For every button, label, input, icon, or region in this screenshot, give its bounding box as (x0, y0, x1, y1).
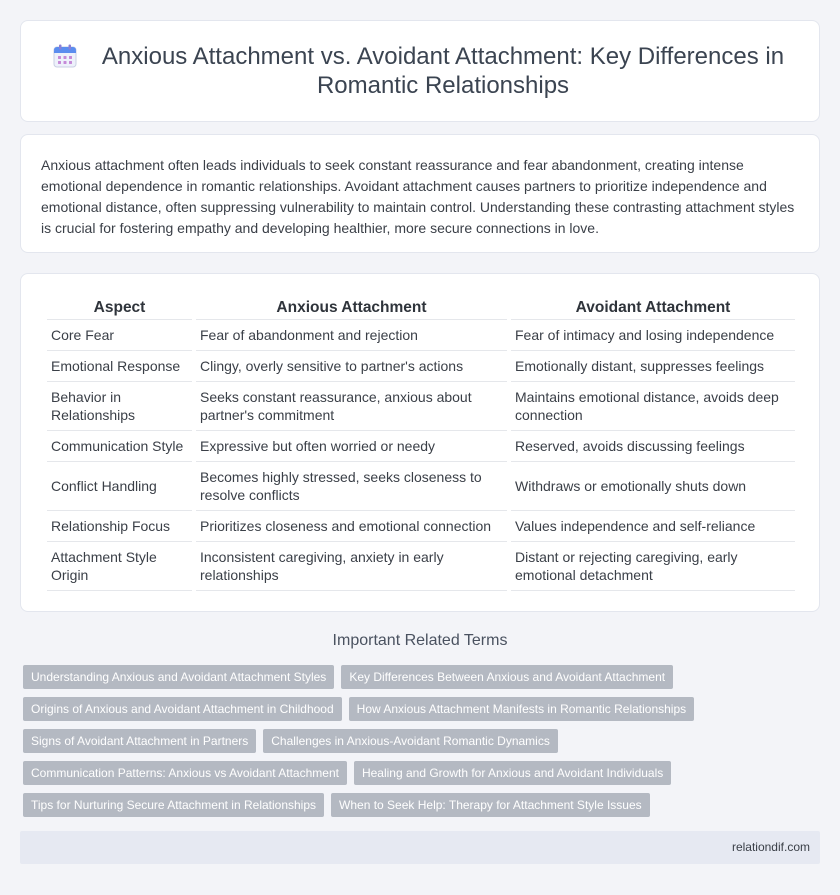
related-terms-list (23, 665, 813, 825)
title-card (20, 20, 820, 122)
intro-paragraph: Anxious attachment often leads individuals to seek constant reassurance and fear abandonment, creating intense emotional dependence in romantic relationships. Avoidant attachment causes partners to prioritize independence and emotional distance, often suppressing vulnerability to maintain control. Understanding these contrasting attachment styles is crucial for fostering empathy and developing healthier, more secure connections in love. (41, 157, 795, 236)
tag-row (23, 793, 813, 817)
cell-aspect: Emotional Response (47, 351, 192, 382)
header-avoidant: Avoidant Attachment (511, 296, 795, 320)
header-anxious: Anxious Attachment (196, 296, 507, 320)
cell-aspect: Communication Style (47, 431, 192, 462)
tag-row (23, 665, 813, 689)
table-header-row (47, 296, 795, 320)
table-row (47, 431, 795, 462)
cell-anxious: Clingy, overly sensitive to partner's actions (196, 351, 507, 382)
cell-avoidant: Fear of intimacy and losing independence (511, 320, 795, 351)
table-row (47, 351, 795, 382)
cell-aspect: Relationship Focus (47, 511, 192, 542)
footer-site-link[interactable]: relationdif.com (731, 840, 810, 854)
cell-aspect: Core Fear (47, 320, 192, 351)
cell-anxious: Becomes highly stressed, seeks closeness to resolve conflicts (196, 462, 507, 511)
tag-row (23, 697, 813, 721)
cell-anxious: Seeks constant reassurance, anxious about partner's commitment (196, 382, 507, 431)
cell-anxious: Fear of abandonment and rejection (196, 320, 507, 351)
tag-row (23, 761, 813, 785)
cell-aspect: Conflict Handling (47, 462, 192, 511)
table-row (47, 462, 795, 511)
tag-row (23, 729, 813, 753)
related-term-link[interactable]: Healing and Growth for Anxious and Avoidant Individuals (354, 761, 671, 785)
related-term-link[interactable]: Key Differences Between Anxious and Avoidant Attachment (341, 665, 673, 689)
cell-avoidant: Values independence and self-reliance (511, 511, 795, 542)
comparison-card (20, 273, 820, 612)
table-row (47, 382, 795, 431)
related-term-link[interactable]: Origins of Anxious and Avoidant Attachment in Childhood (23, 697, 342, 721)
cell-avoidant: Withdraws or emotionally shuts down (511, 462, 795, 511)
related-term-link[interactable]: Challenges in Anxious-Avoidant Romantic Dynamics (263, 729, 558, 753)
table-row (47, 542, 795, 591)
cell-avoidant: Maintains emotional distance, avoids deep connection (511, 382, 795, 431)
cell-avoidant: Emotionally distant, suppresses feelings (511, 351, 795, 382)
related-term-link[interactable]: When to Seek Help: Therapy for Attachment Style Issues (331, 793, 650, 817)
cell-avoidant: Distant or rejecting caregiving, early emotional detachment (511, 542, 795, 591)
table-row (47, 511, 795, 542)
related-term-link[interactable]: Tips for Nurturing Secure Attachment in Relationships (23, 793, 324, 817)
intro-card (20, 134, 820, 253)
footer (20, 831, 820, 864)
table-row (47, 320, 795, 351)
cell-avoidant: Reserved, avoids discussing feelings (511, 431, 795, 462)
cell-anxious: Inconsistent caregiving, anxiety in early relationships (196, 542, 507, 591)
cell-anxious: Prioritizes closeness and emotional connection (196, 511, 507, 542)
related-term-link[interactable]: Communication Patterns: Anxious vs Avoidant Attachment (23, 761, 347, 785)
related-term-link[interactable]: Signs of Avoidant Attachment in Partners (23, 729, 256, 753)
cell-aspect: Attachment Style Origin (47, 542, 192, 591)
calendar-icon (51, 42, 79, 70)
page-title: Anxious Attachment vs. Avoidant Attachment: Key Differences in Romantic Relationships (101, 43, 785, 99)
header-aspect: Aspect (47, 296, 192, 320)
comparison-table (43, 296, 799, 591)
related-term-link[interactable]: Understanding Anxious and Avoidant Attachment Styles (23, 665, 334, 689)
related-terms-title: Important Related Terms (332, 632, 508, 649)
cell-aspect: Behavior in Relationships (47, 382, 192, 431)
cell-anxious: Expressive but often worried or needy (196, 431, 507, 462)
related-term-link[interactable]: How Anxious Attachment Manifests in Romantic Relationships (349, 697, 695, 721)
